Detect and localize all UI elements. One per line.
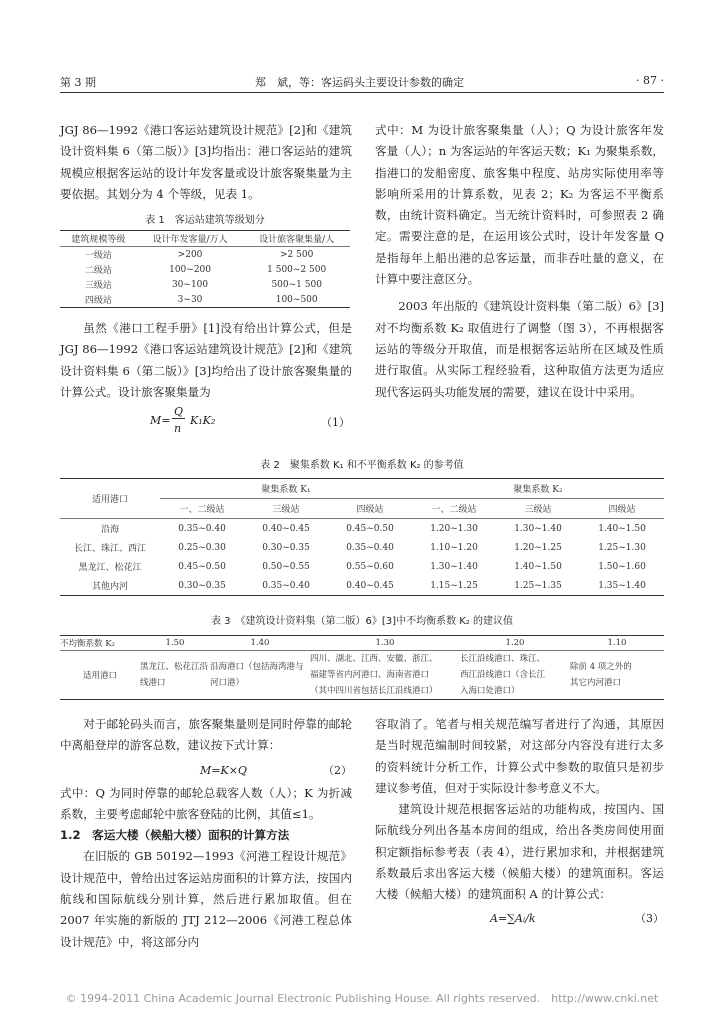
table-cell: 1.40: [250, 638, 270, 648]
table-cell: 1.20~1.30: [430, 523, 478, 534]
table-cell: 0.35~0.40: [178, 523, 226, 534]
table-cell-line: 入海口处港口）: [460, 686, 520, 696]
table-cell: 1.40~1.50: [514, 561, 562, 572]
table1: [60, 230, 350, 308]
table-header: 适用港口: [60, 479, 160, 519]
table-cell: 1.50: [165, 638, 185, 648]
table-cell: 二级站: [84, 266, 112, 276]
table-row: [60, 262, 350, 277]
table-cell: [460, 651, 570, 700]
table-cell: >2 500: [280, 249, 314, 260]
table-header: 三级站: [272, 505, 300, 515]
table-row: [60, 651, 664, 700]
table-cell: 1.35~1.40: [598, 580, 646, 591]
table-cell: 0.45~0.50: [346, 523, 394, 534]
table-cell: 1.15~1.25: [430, 580, 478, 591]
paragraph: JGJ 86—1992《港口客运站建筑设计规范》[2]和《建筑设计资料集 6（第二版）》[3]均指出：港口客运站的建筑规模应根据客运站的设计年发客量或设计旅客聚集量为主要依据。其划分为 4 个等级，见表 1。: [60, 123, 352, 201]
table-cell: 3~30: [177, 294, 203, 305]
table-cell: 1.30~1.40: [430, 561, 478, 572]
right-column-top: [375, 120, 664, 403]
table-cell: 1.25~1.30: [598, 542, 646, 553]
table-row: [60, 576, 664, 596]
table-cell: 0.45~0.50: [178, 561, 226, 572]
paragraph: 建筑设计规范根据客运站的功能构成，按国内、国际航线分列出各基本房间的组成，给出各类房间使用面积定额指标参考表（表 4），进行累加求和，并根据建筑系数最后求出客运大楼（候船大楼）的建筑面积。客运大楼（候船大楼）的建筑面积 A 的计算公式：: [375, 802, 664, 902]
table-cell: 1.40~1.50: [598, 523, 646, 534]
table-cell: 100~200: [169, 264, 211, 275]
table-cell: 黑龙江、松花江沿线港口: [140, 662, 209, 688]
table-cell-line: 除前 4 项之外的: [570, 662, 632, 672]
table2: [60, 478, 664, 596]
formula-expression: M=K×Q: [200, 763, 247, 777]
table-header: 不均衡系数 K₂: [60, 639, 115, 649]
left-column-bottom: [60, 714, 352, 953]
table-cell-line: （其中四川省包括长江沿线港口）: [310, 686, 438, 696]
table-cell: [570, 651, 664, 700]
table-cell-line: 福建等省内河港口、海南省港口: [310, 670, 430, 680]
table-cell: 1.30: [375, 638, 395, 648]
table-header: 适用港口: [82, 671, 117, 681]
table-cell: 其他内河: [91, 582, 128, 592]
table-cell: 0.30~0.35: [262, 542, 310, 553]
table-row: [60, 636, 664, 651]
table-cell: >200: [177, 249, 203, 260]
table-cell-line: 长江沿线港口、珠江、: [460, 654, 546, 664]
table-header: 聚集系数 K₂: [412, 479, 664, 499]
section-heading: 1.2 客运大楼（候船大楼）面积的计算方法: [60, 828, 290, 843]
table-cell: 1.10: [607, 638, 627, 648]
paragraph: 容取消了。笔者与相关规范编写者进行了沟通，其原因是当时规范编制时间较紧，对这部分内容没有进行太多的资料统计分析工作，计算公式中参数的取值只是初步建议参考值，但对于实际设计参考意义不大。: [375, 717, 664, 795]
table-cell-line: 其它内河港口: [570, 678, 622, 688]
paragraph: 式中：Q 为同时停靠的邮轮总载客人数（人）；K 为折减系数，主要考虑邮轮中旅客登陆的比例，其值≤1。: [60, 785, 352, 821]
table-cell: 0.35~0.40: [346, 542, 394, 553]
table-cell: 0.30~0.35: [178, 580, 226, 591]
equation-number: （3）: [635, 911, 664, 925]
table-cell: 一级站: [84, 251, 112, 261]
table-cell: 三级站: [84, 281, 112, 291]
table2-caption: 表 2 聚集系数 K₁ 和不平衡系数 K₂ 的参考值: [260, 460, 464, 471]
running-header: [60, 72, 664, 93]
table-header-row: [60, 231, 350, 247]
formula-lhs: M=: [150, 414, 171, 427]
formula-expression: A=∑Aᵢ/k: [490, 911, 536, 925]
table-header: 设计旅客聚集量/人: [259, 235, 335, 245]
table-row: [60, 247, 350, 263]
table-cell: 1 500~2 500: [267, 264, 327, 275]
paragraph: 2003 年出版的《建筑设计资料集（第二版）6》[3]对不均衡系数 K₂ 取值进行了调整（图 3），不再根据客运站的等级分开取值，而是根据客运站所在区域及性质进行取值。从实际工程经验看，这种取值方法更为适应现代客运码头功能发展的需要，建议在设计中采用。: [375, 299, 664, 399]
formula-1: [150, 405, 350, 438]
table3-caption: 表 3 《建筑设计资料集（第二版）6》[3]中不均衡系数 K₂ 的建议值: [211, 616, 513, 627]
table-header: 三级站: [524, 505, 552, 515]
table-header: 四级站: [608, 505, 636, 515]
table-row: [60, 277, 350, 292]
table-cell: 1.10~1.20: [430, 542, 478, 553]
table-header: 聚集系数 K₁: [160, 479, 412, 499]
table-cell: 100~500: [275, 294, 318, 305]
formula-3: [375, 906, 664, 928]
table-cell: 0.50~0.55: [262, 561, 310, 572]
formula-rest: K₁K₂: [190, 414, 216, 427]
left-column-top: [60, 120, 352, 205]
table-cell: 长江、珠江、西江: [73, 544, 146, 554]
paragraph: 虽然《港口工程手册》[1]没有给出计算公式，但是 JGJ 86—1992《港口客运站建筑设计规范》[2]和《建筑设计资料集 6（第二版）》[3]均给出了设计旅客聚集量的计算公式。设计旅客聚集量为: [60, 321, 352, 399]
table-cell: 黑龙江、松花江: [78, 563, 142, 573]
table-cell: 四级站: [84, 296, 112, 306]
table-cell: 1.25~1.35: [514, 580, 562, 591]
table-cell: 0.35~0.40: [262, 580, 310, 591]
paragraph: 式中：M 为设计旅客聚集量（人）；Q 为设计旅客年发客量（人）；n 为客运站的年客运天数；K₁ 为聚集系数，指港口的发船密度、旅客集中程度、站房实际使用率等影响所采用的计算系数，见表 2；K₂ 为客运不平衡系数，由统计资料确定。当无统计资料时，可参照表 2 确定。需要注意的是，在运用该公式时，设计年发客量 Q 是指每年上船出港的总客运量，而非吞吐量的意义，在计算中要注意区分。: [375, 123, 665, 287]
equation-number: （1）: [321, 416, 350, 429]
table1-caption: 表 1 客运站建筑等级划分: [145, 215, 265, 226]
table-cell: 30~100: [171, 279, 209, 290]
table-header-row: [60, 479, 664, 499]
table-cell: 1.50~1.60: [598, 561, 646, 572]
table-row: [60, 519, 664, 539]
table-cell: 1.20: [505, 638, 525, 648]
copyright-footer: © 1994-2011 China Academic Journal Electronic Publishing House. All rights reserved. http://www.cnki.net: [65, 992, 659, 1005]
table-row: [60, 292, 350, 308]
equation-number: （2）: [323, 763, 352, 777]
table-cell: 沿海: [100, 525, 119, 535]
table-row: [60, 538, 664, 557]
table-cell: 0.40~0.45: [262, 523, 310, 534]
formula-numerator: Q: [174, 405, 184, 418]
running-title: 郑 斌，等：客运码头主要设计参数的确定: [255, 76, 464, 89]
paragraph: 在旧版的 GB 50192—1993《河港工程设计规范》设计规范中，曾给出过客运站房面积的计算方法，按国内航线和国际航线分别计算，然后进行累加取值。但在 2007 年实施的新版的 JTJ 212—2006《河港工程总体设计规范》中，将这部分内: [60, 849, 352, 949]
table-cell: 1.30~1.40: [514, 523, 562, 534]
table-header: 一、二级站: [431, 505, 477, 515]
table-cell: 0.25~0.30: [178, 542, 226, 553]
table-header: 建筑规模等级: [71, 235, 126, 245]
formula-denominator: n: [174, 422, 182, 435]
table-cell: 1.20~1.25: [514, 542, 562, 553]
formula-2: [60, 757, 352, 783]
left-column-middle: [60, 318, 352, 403]
table-cell: 500~1 500: [271, 279, 322, 290]
table-cell: 沿海港口（包括海湾港与河口港）: [210, 662, 304, 688]
table3: [60, 635, 664, 700]
table-header: 四级站: [356, 505, 384, 515]
table-header: 设计年发客量/万人: [152, 235, 228, 245]
table-cell-line: 西江沿线港口（含长江: [460, 670, 546, 680]
table-header: 一、二级站: [179, 505, 225, 515]
table-cell: 0.40~0.45: [346, 580, 394, 591]
table-row: [60, 557, 664, 576]
page-number: · 87 ·: [636, 74, 664, 87]
table-cell: 0.55~0.60: [346, 561, 394, 572]
issue-number: 第 3 期: [60, 76, 96, 89]
paragraph: 对于邮轮码头而言，旅客聚集量则是同时停靠的邮轮中离船登岸的游客总数，建议按下式计算：: [60, 717, 352, 753]
table-cell-line: 四川、湖北、江西、安徽、浙江、: [310, 654, 438, 664]
table-cell: [310, 651, 460, 700]
right-column-bottom: [375, 714, 664, 928]
